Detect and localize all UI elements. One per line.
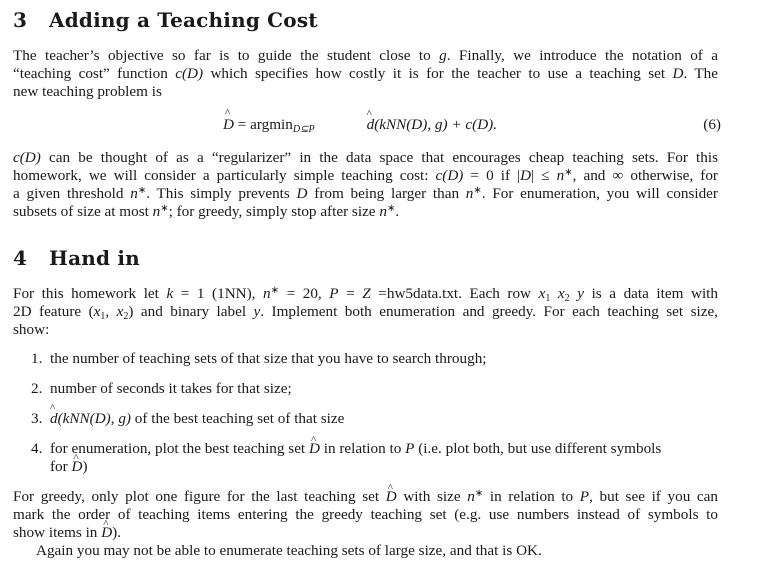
text-line: show: bbox=[13, 321, 50, 338]
text-line: For greedy, only plot one figure for the last teaching set ^ D with size n∗ in relation to P, but see if you can bbox=[13, 488, 718, 506]
list-item: 2. number of seconds it takes for that size; bbox=[31, 380, 292, 397]
text-line: The teacher’s objective so far is to guide the student close to g. Finally, we introduce the notation of a bbox=[13, 47, 718, 64]
section-3-intro-paragraph bbox=[13, 47, 718, 101]
section-number: 3 bbox=[13, 8, 28, 32]
text-line: c(D) can be thought of as a “regularizer” in the data space that encourages cheap teaching sets. For this bbox=[13, 149, 718, 166]
text-line: homework, we will consider a particularly simple teaching cost: c(D) = 0 if |D| ≤ n∗, and ∞ otherwise, for bbox=[13, 167, 718, 184]
text-line: For this homework let k = 1 (1NN), n∗ = 20, P = Z =hw5data.txt. Each row $x_1$ $x_2$ y is a data item with bbox=[13, 285, 718, 304]
equation-6 bbox=[13, 116, 721, 136]
text-line: mark the order of teaching items entering the greedy teaching set (e.g. use numbers instead of symbols to bbox=[13, 506, 718, 523]
section-title: Hand in bbox=[49, 246, 140, 270]
text-line: 2D feature ($x_1$, $x_2$) and binary label y. Implement both enumeration and greedy. For each teaching set size, bbox=[13, 303, 718, 322]
section-title: Adding a Teaching Cost bbox=[49, 8, 318, 32]
equation-body: ^ D = argmin$_{D⊆P}$ ^ d(kNN(D), g) + c(D). bbox=[223, 116, 497, 134]
section-heading-3 bbox=[13, 8, 318, 32]
closing-paragraph bbox=[13, 488, 718, 560]
list-item: 3. ^ d(kNN(D), g) of the best teaching set of that size bbox=[31, 410, 718, 428]
section-4-intro-paragraph bbox=[13, 285, 718, 339]
section-3-regularizer-paragraph bbox=[13, 149, 718, 221]
text-line: show items in ^ D). bbox=[13, 524, 718, 542]
section-number: 4 bbox=[13, 246, 28, 270]
text-line: Again you may not be able to enumerate teaching sets of large size, and that is OK. bbox=[36, 542, 542, 559]
text-line: “teaching cost” function c(D) which specifies how costly it is for the teacher to use a teaching set D. The bbox=[13, 65, 719, 82]
equation-number: (6) bbox=[703, 116, 721, 133]
list-item: 4. for enumeration, plot the best teaching set ^ D in relation to P (i.e. plot both, but use different symbols for ^ D) bbox=[31, 440, 718, 476]
text-line: a given threshold n∗. This simply prevents D from being larger than n∗. For enumeration, you will consider bbox=[13, 185, 718, 202]
text-line: new teaching problem is bbox=[13, 83, 162, 100]
list-item: 1. the number of teaching sets of that size that you have to search through; bbox=[31, 350, 487, 367]
section-heading-4 bbox=[13, 246, 140, 270]
text-line: subsets of size at most n∗; for greedy, simply stop after size n∗. bbox=[13, 203, 400, 220]
